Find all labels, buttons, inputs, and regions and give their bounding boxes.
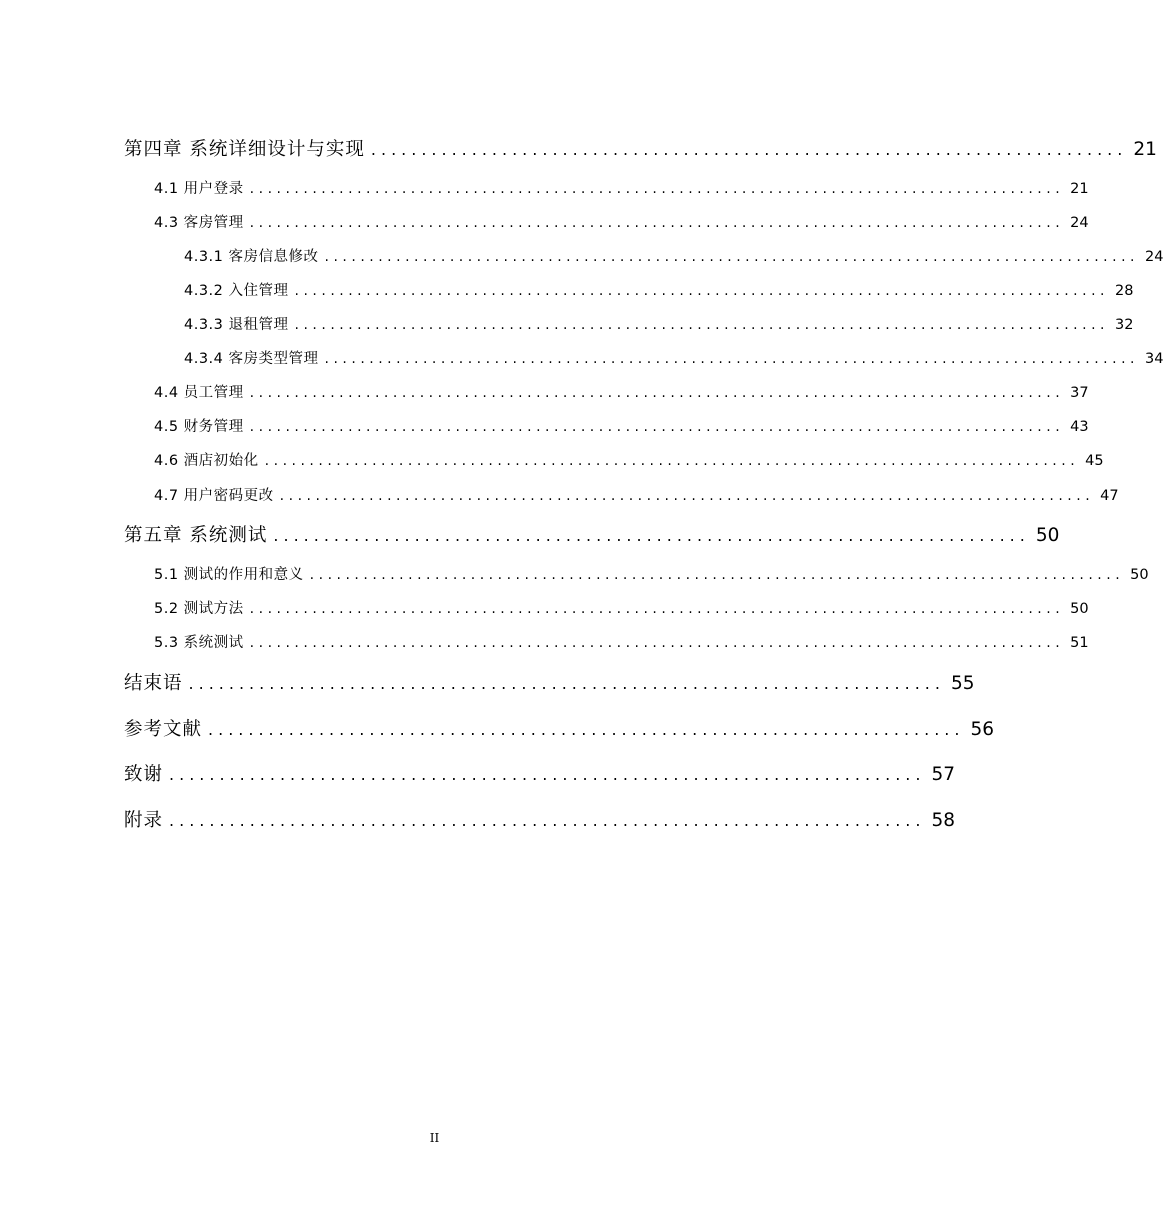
toc-entry-title: 4.1 用户登录 (154, 181, 244, 197)
toc-entry-title: 4.3.4 客房类型管理 (184, 351, 319, 367)
toc-dot-leader: ........................................................................................... (264, 453, 1080, 469)
toc-entry-page: 58 (931, 810, 956, 831)
toc-dot-leader: ........................................................................... (188, 674, 945, 693)
toc-entry-4-4[interactable] (154, 381, 1089, 402)
toc-entry-4-3-3[interactable] (184, 313, 1134, 334)
toc-dot-leader: ........................................................................... (169, 811, 926, 830)
toc-entry-4-3-1[interactable] (184, 245, 1163, 266)
toc-entry-appendix[interactable] (124, 806, 956, 832)
toc-entry-title: 致谢 (124, 764, 164, 785)
toc-entry-4-7[interactable] (154, 484, 1119, 505)
toc-entry-chapter-4[interactable] (124, 135, 1157, 161)
toc-entry-page: 51 (1070, 635, 1089, 651)
toc-entry-title: 附录 (124, 810, 164, 831)
toc-entry-page: 50 (1035, 525, 1060, 546)
toc-dot-leader: ........................................................................................... (249, 385, 1065, 401)
toc-entry-4-5[interactable] (154, 415, 1089, 436)
toc-dot-leader: ........................................................................................... (309, 567, 1125, 583)
toc-entry-5-1[interactable] (154, 563, 1149, 584)
toc-entry-page: 21 (1133, 139, 1157, 160)
toc-entry-page: 21 (1070, 181, 1089, 197)
toc-entry-title: 4.3 客房管理 (154, 215, 244, 231)
toc-entry-title: 4.4 员工管理 (154, 385, 244, 401)
toc-entry-page: 34 (1144, 351, 1163, 367)
toc-entry-title: 结束语 (124, 673, 183, 694)
toc-dot-leader: ........................................................................................... (324, 249, 1139, 265)
toc-entry-title: 4.6 酒店初始化 (154, 453, 259, 469)
toc-dot-leader: ........................................................................................... (294, 283, 1109, 299)
toc-entry-page: 50 (1070, 601, 1089, 617)
toc-entry-references[interactable] (124, 715, 995, 741)
page-number-footer: II (429, 1131, 440, 1145)
toc-entry-conclusion[interactable] (124, 669, 975, 695)
toc-dot-leader: ........................................................................................... (249, 601, 1065, 617)
toc-entry-5-3[interactable] (154, 631, 1089, 652)
toc-entry-page: 55 (950, 673, 975, 694)
toc-entry-4-3[interactable] (154, 211, 1089, 232)
toc-entry-page: 47 (1100, 488, 1119, 504)
toc-entry-acknowledgements[interactable] (124, 760, 956, 786)
toc-entry-page: 32 (1114, 317, 1134, 333)
toc-entry-title: 第五章 系统测试 (124, 525, 268, 546)
toc-entry-page: 28 (1114, 283, 1134, 299)
toc-dot-leader: ........................................................................................... (294, 317, 1109, 333)
toc-entry-4-3-4[interactable] (184, 347, 1163, 368)
toc-dot-leader: ........................................................................... (169, 765, 926, 784)
toc-entry-title: 4.3.3 退租管理 (184, 317, 289, 333)
toc-entry-title: 5.2 测试方法 (154, 601, 244, 617)
toc-entry-title: 4.7 用户密码更改 (154, 488, 274, 504)
toc-dot-leader: ........................................................................................... (249, 635, 1065, 651)
toc-entry-title: 5.3 系统测试 (154, 635, 244, 651)
toc-entry-title: 4.5 财务管理 (154, 419, 244, 435)
toc-entry-chapter-5[interactable] (124, 521, 1060, 547)
toc-entry-title: 4.3.1 客房信息修改 (184, 249, 319, 265)
toc-entry-4-1[interactable] (154, 177, 1089, 198)
toc-entry-page: 56 (970, 719, 995, 740)
toc-dot-leader: ........................................................................................... (324, 351, 1139, 367)
toc-entry-page: 37 (1070, 385, 1089, 401)
toc-dot-leader: ........................................................................... (208, 720, 965, 739)
toc-dot-leader: ........................................................................................... (249, 419, 1065, 435)
toc-entry-title: 4.3.2 入住管理 (184, 283, 289, 299)
toc-dot-leader: ........................................................................................... (249, 181, 1065, 197)
toc-entry-title: 参考文献 (124, 719, 203, 740)
toc-entry-page: 43 (1070, 419, 1089, 435)
toc-entry-page: 57 (931, 764, 956, 785)
toc-entry-page: 45 (1085, 453, 1104, 469)
toc-entry-page: 24 (1070, 215, 1089, 231)
toc-dot-leader: ........................................................................................... (249, 215, 1065, 231)
toc-entry-page: 50 (1130, 567, 1149, 583)
toc-entry-5-2[interactable] (154, 597, 1089, 618)
toc-dot-leader: ........................................................................................... (279, 488, 1095, 504)
toc-entry-4-6[interactable] (154, 449, 1104, 470)
toc-dot-leader: ........................................................................... (273, 526, 1030, 545)
toc-dot-leader: ........................................................................... (370, 140, 1128, 159)
toc-entry-page: 24 (1144, 249, 1163, 265)
toc-entry-title: 5.1 测试的作用和意义 (154, 567, 304, 583)
toc-entry-title: 第四章 系统详细设计与实现 (124, 139, 365, 160)
toc-entry-4-3-2[interactable] (184, 279, 1134, 300)
